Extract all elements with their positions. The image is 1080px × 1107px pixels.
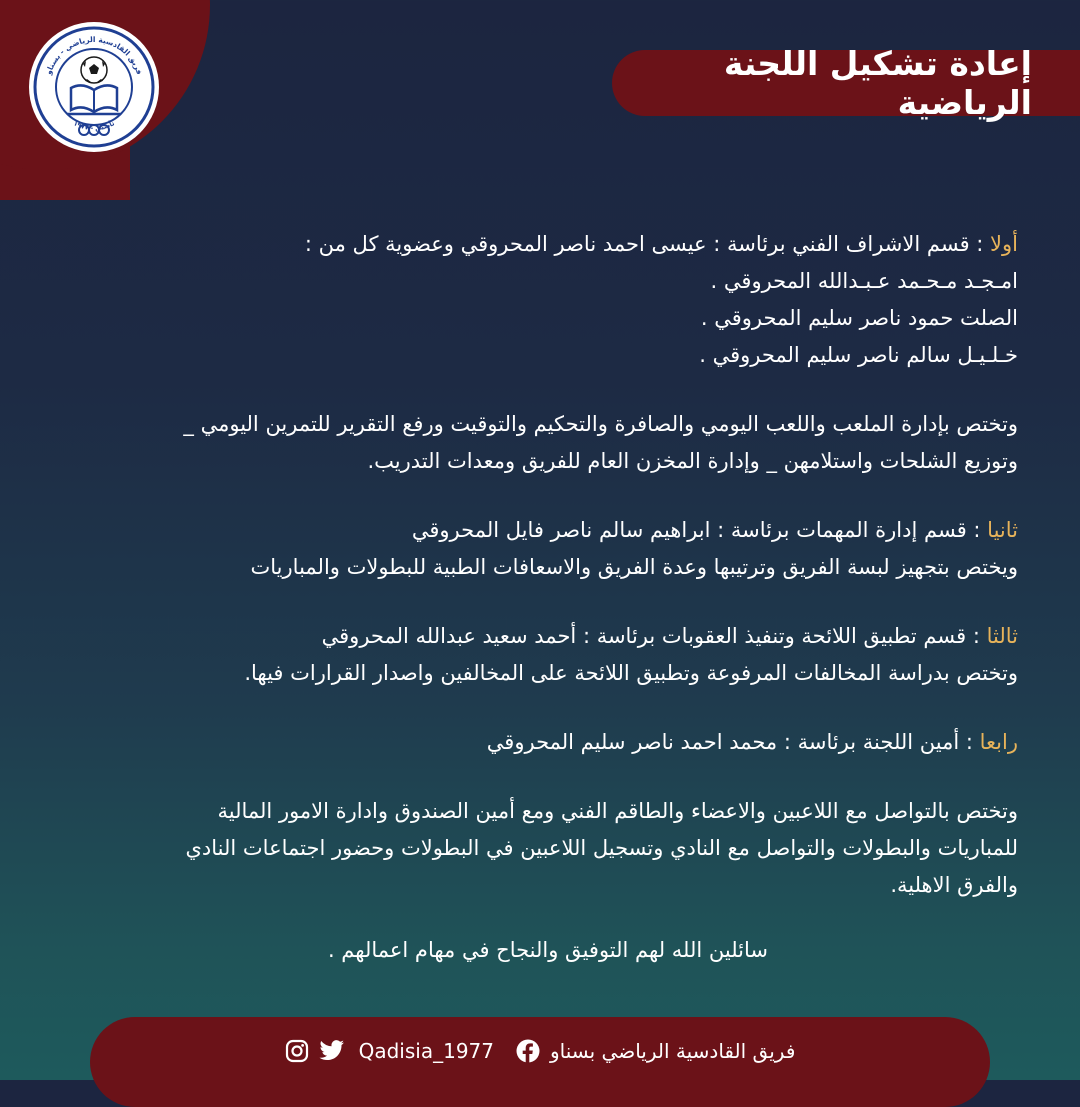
section-first-heading-text: : قسم الاشراف الفني برئاسة : عيسى احمد ناصر المحروقي وعضوية كل من : <box>304 232 991 256</box>
facebook-icon <box>516 1039 540 1063</box>
section-fourth-heading-text: : أمين اللجنة برئاسة : محمد احمد ناصر سليم المحروقي <box>486 730 980 754</box>
section-second-heading-text: : قسم إدارة المهمات برئاسة : ابراهيم سالم ناصر فايل المحروقي <box>411 518 988 542</box>
section-third-heading <box>58 618 1018 655</box>
section-first-heading <box>58 226 1018 263</box>
twitter-link[interactable] <box>319 1040 345 1062</box>
section-first-lead: أولا <box>990 232 1018 256</box>
section-fourth-duty-1: وتختص بالتواصل مع اللاعبين والاعضاء والطاقم الفني ومع أمين الصندوق وادارة الامور المالية <box>217 799 1018 823</box>
announcement-body <box>58 226 1018 969</box>
member-1: امـجـد مـحـمد عـبـدالله المحروقي . <box>710 269 1018 293</box>
facebook-label: فريق القادسية الرياضي بسناو <box>550 1039 796 1063</box>
section-fourth-heading <box>58 724 1018 761</box>
member-3: خـلـيـل سالم ناصر سليم المحروقي . <box>699 343 1018 367</box>
section-first-duty-1: وتختص بإدارة الملعب واللعب اليومي والصافرة والتحكيم والتوقيت ورفع التقرير للتمرين اليومي _ <box>183 412 1018 436</box>
football-icon <box>81 57 107 83</box>
page-title: إعادة تشكيل اللجنة الرياضية <box>723 44 1032 122</box>
club-logo <box>27 20 161 154</box>
social-links <box>0 1034 1080 1068</box>
section-second-duty: ويختص بتجهيز لبسة الفريق وترتيبها وعدة الفريق والاسعافات الطبية للبطولات والمباريات <box>250 555 1018 579</box>
section-first-duty-2: وتوزيع الشلحات واستلامهن _ وإدارة المخزن العام للفريق ومعدات التدريب. <box>367 449 1018 473</box>
instagram-link[interactable] <box>285 1039 309 1063</box>
twitter-icon <box>319 1040 345 1062</box>
logo-bottom-text: تأسس - ١٩٧٧ <box>72 119 116 133</box>
section-third-heading-text: : قسم تطبيق اللائحة وتنفيذ العقوبات برئاسة : أحمد سعيد عبدالله المحروقي <box>321 624 987 648</box>
section-fourth-duty-3: والفرق الاهلية. <box>890 873 1018 897</box>
logo-top-text: فريق القادسية الرياضي - بسناو <box>43 34 145 76</box>
title-banner <box>612 44 1080 122</box>
closing-prayer: سائلين الله لهم التوفيق والنجاح في مهام اعمالهم . <box>327 938 768 962</box>
section-second-lead: ثانيا <box>987 518 1018 542</box>
section-third-lead: ثالثا <box>986 624 1018 648</box>
facebook-link[interactable] <box>516 1039 540 1063</box>
section-second-heading <box>58 512 1018 549</box>
section-fourth-duty-2: للمباريات والبطولات والتواصل مع النادي وتسجيل اللاعبين في البطولات وحضور اجتماعات النادي <box>185 836 1018 860</box>
section-fourth-lead: رابعا <box>979 730 1018 754</box>
instagram-icon <box>285 1039 309 1063</box>
section-third-duty: وتختص بدراسة المخالفات المرفوعة وتطبيق اللائحة على المخالفين واصدار القرارات فيها. <box>244 661 1018 685</box>
member-2: الصلت حمود ناصر سليم المحروقي . <box>700 306 1018 330</box>
handle-text: Qadisia_1977 <box>358 1039 494 1063</box>
